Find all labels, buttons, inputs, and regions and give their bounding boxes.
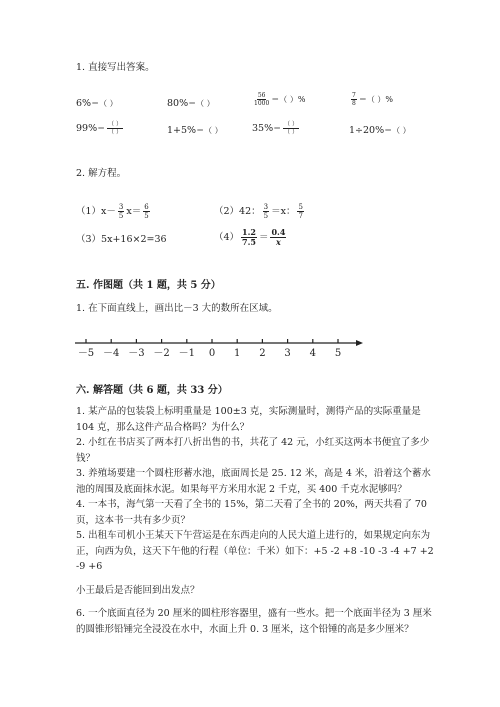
equation-4 bbox=[214, 228, 288, 247]
answer-blank: ＝（ ） bbox=[384, 126, 411, 135]
item-7-over-8 bbox=[349, 92, 393, 107]
tick-label: 1 bbox=[234, 348, 241, 359]
fraction-blank: $\frac{( )}{( )}$ bbox=[108, 121, 123, 136]
equals: ＝ bbox=[273, 124, 282, 133]
equation-1 bbox=[76, 203, 152, 220]
fraction: $\frac{7}{8}$ bbox=[352, 92, 356, 107]
tick-label: 3 bbox=[284, 348, 291, 359]
eq-text: ＝ bbox=[258, 232, 269, 243]
fraction: $\frac{3}{5}$ bbox=[263, 203, 269, 220]
expr: 99% bbox=[76, 123, 98, 134]
fraction: $\frac{5}{7}$ bbox=[298, 203, 303, 220]
eq-text: （1）x－ bbox=[76, 206, 116, 217]
problem-5: 5. 出租车司机小王某天下午营运是在东西走向的人民大道上进行的，如果规定向东为正，向西为负，这天下午他的行程（单位：千米）如下：+5 -2 +8 -10 -3 -4 +7 +2 -9 +6 bbox=[76, 530, 434, 572]
section-5-title: 五. 作图题（共 1 题，共 5 分） bbox=[76, 280, 221, 291]
fraction: $\frac{6}{5}$ bbox=[144, 203, 149, 220]
equation-3: （3）5x+16×2=36 bbox=[76, 234, 167, 245]
arrow-right-icon bbox=[356, 340, 363, 346]
tick-label: 2 bbox=[259, 348, 266, 359]
item-1-div-20-percent bbox=[349, 124, 411, 137]
section-6-title: 六. 解答题（共 6 题，共 33 分） bbox=[76, 385, 228, 396]
fraction: $\frac{56}{1000}$ bbox=[254, 92, 270, 107]
tick-label: 4 bbox=[309, 348, 316, 359]
equals: ＝ bbox=[97, 124, 106, 133]
tick-label: 0 bbox=[208, 348, 216, 359]
answer-blank: ＝（ ）% bbox=[271, 95, 306, 104]
fraction: $\frac{0.4}{x}$ bbox=[271, 227, 286, 247]
answer-blank: ＝（ ） bbox=[188, 99, 215, 108]
item-80-percent bbox=[167, 97, 215, 110]
problem-6: 6. 一个底面直径为 20 厘米的圆柱形容器里，盛有一些水。把一个底面半径为 3 厘米的圆锥形铅锤完全浸没在水中，水面上升 0. 3 厘米，这个铅锤的高是多少厘米？ bbox=[76, 608, 432, 635]
expr: 6% bbox=[76, 98, 92, 109]
item-1-plus-5-percent bbox=[167, 124, 223, 137]
tick-label: －1 bbox=[178, 348, 195, 359]
equation-2 bbox=[214, 203, 306, 220]
fraction-blank: $\frac{( )}{( )}$ bbox=[284, 121, 299, 136]
expr: 1+5% bbox=[167, 125, 197, 136]
problem-1: 1. 某产品的包装袋上标明重量是 100±3 克，实际测量时，测得产品的实际重量是 104 克，那么这件产品合格吗？为什么？ bbox=[76, 406, 421, 433]
section-5-question-1: 1. 在下面直线上，画出比－3 大的数所在区域。 bbox=[76, 303, 278, 314]
problem-3: 3. 养殖场要建一个圆柱形蓄水池，底面周长是 25. 12 米，高是 4 米，沿着这个蓄水池的周围及底面抹水泥。如果每平方米用水泥 2 千克，买 400 千克水泥够吗？ bbox=[76, 468, 431, 495]
answer-blank: ＝（ ） bbox=[91, 99, 118, 108]
expr: 1÷20% bbox=[349, 125, 385, 136]
problem-4: 4. 一本书，海气第一天看了全书的 15%，第二天看了全书的 20%，两天共看了 70 页，这本书一共有多少页？ bbox=[76, 499, 427, 526]
eq-text: ＝x： bbox=[271, 206, 296, 217]
q1-title: 1. 直接写出答案。 bbox=[76, 62, 155, 73]
item-56-over-1000 bbox=[252, 92, 305, 107]
fraction: $\frac{1.2}{7.5}$ bbox=[242, 227, 256, 247]
item-35-percent bbox=[252, 121, 301, 136]
eq-text: （2）42： bbox=[214, 206, 261, 217]
item-6-percent bbox=[76, 97, 118, 110]
tick-label: －3 bbox=[128, 348, 145, 359]
q2-title: 2. 解方程。 bbox=[76, 168, 127, 179]
tick-label: －4 bbox=[103, 348, 120, 359]
tick-label: 5 bbox=[334, 348, 342, 359]
number-line bbox=[72, 330, 367, 360]
item-99-percent bbox=[76, 121, 125, 136]
problem-list bbox=[76, 404, 436, 637]
problem-2: 2. 小红在书店买了两本打八折出售的书，共花了 42 元，小红买这两本书便宜了多少钱？ bbox=[76, 437, 430, 464]
tick-label: －2 bbox=[153, 348, 170, 359]
answer-blank: ＝（ ）% bbox=[358, 95, 393, 104]
fraction: $\frac{3}{5}$ bbox=[118, 203, 124, 220]
tick-label: －5 bbox=[77, 348, 95, 359]
answer-blank: ＝（ ） bbox=[196, 126, 223, 135]
expr: 80% bbox=[167, 98, 189, 109]
problem-5-question: 小王最后是否能回到出发点？ bbox=[76, 584, 200, 596]
expr: 35% bbox=[252, 123, 274, 134]
eq-text: （4） bbox=[214, 232, 240, 243]
eq-text: x＝ bbox=[126, 206, 142, 217]
